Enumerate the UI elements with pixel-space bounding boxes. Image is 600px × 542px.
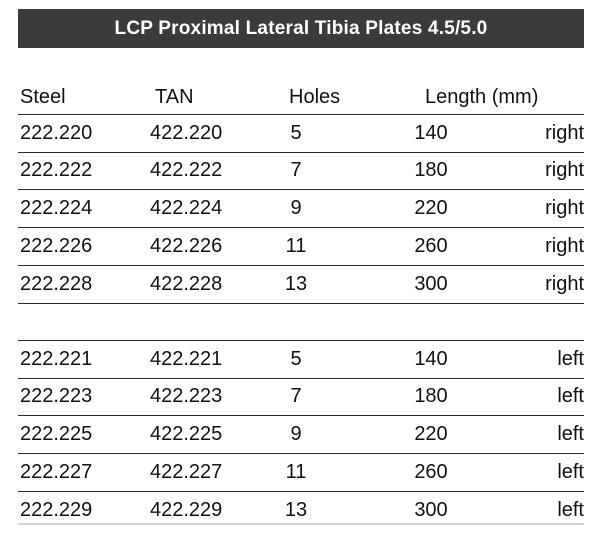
tan-code: 422.225 [150, 423, 223, 445]
tan-code: 422.226 [150, 235, 223, 257]
header-holes: Holes [289, 86, 341, 108]
holes-count: 7 [290, 385, 302, 407]
holes-count: 13 [284, 499, 308, 521]
side-label: right [545, 159, 584, 181]
length-mm: 260 [414, 461, 448, 483]
side-label: left [557, 348, 584, 370]
length-mm: 220 [414, 423, 448, 445]
holes-count: 13 [284, 273, 308, 295]
steel-code: 222.224 [20, 197, 93, 219]
length-mm: 220 [414, 197, 448, 219]
tan-code: 422.224 [150, 197, 223, 219]
header-steel: Steel [20, 86, 66, 108]
holes-count: 9 [290, 423, 302, 445]
table-row [18, 378, 584, 416]
length-mm: 260 [414, 235, 448, 257]
holes-count: 9 [290, 197, 302, 219]
table-row [18, 152, 584, 190]
header-tan: TAN [155, 86, 194, 108]
table-row [18, 190, 584, 228]
length-mm: 180 [414, 159, 448, 181]
tan-code: 422.222 [150, 159, 223, 181]
length-mm: 300 [414, 499, 448, 521]
tan-code: 422.229 [150, 499, 223, 521]
steel-code: 222.223 [20, 385, 93, 407]
holes-count: 7 [290, 159, 302, 181]
length-mm: 140 [414, 122, 448, 144]
steel-code: 222.229 [20, 499, 93, 521]
tan-code: 422.227 [150, 461, 223, 483]
table-title: LCP Proximal Lateral Tibia Plates 4.5/5.0 [18, 9, 584, 48]
steel-code: 222.221 [20, 348, 93, 370]
table-row [18, 228, 584, 266]
side-label: right [545, 235, 584, 257]
side-label: left [557, 461, 584, 483]
table-row [18, 266, 584, 304]
length-mm: 300 [414, 273, 448, 295]
tan-code: 422.220 [150, 122, 223, 144]
bottom-rule [18, 523, 584, 525]
tan-code: 422.223 [150, 385, 223, 407]
side-label: right [545, 273, 584, 295]
side-label: right [545, 122, 584, 144]
holes-count: 5 [290, 348, 302, 370]
steel-code: 222.225 [20, 423, 93, 445]
table-row [18, 340, 584, 379]
steel-code: 222.227 [20, 461, 93, 483]
steel-code: 222.220 [20, 122, 93, 144]
table-row [18, 454, 584, 492]
holes-count: 5 [290, 122, 302, 144]
table-row [18, 416, 584, 454]
side-label: left [557, 423, 584, 445]
table-row [18, 114, 584, 153]
steel-code: 222.222 [20, 159, 93, 181]
holes-count: 11 [285, 235, 307, 257]
side-label: left [557, 499, 584, 521]
length-mm: 180 [414, 385, 448, 407]
steel-code: 222.228 [20, 273, 93, 295]
length-mm: 140 [414, 348, 448, 370]
side-label: left [557, 385, 584, 407]
steel-code: 222.226 [20, 235, 93, 257]
tan-code: 422.228 [150, 273, 223, 295]
tan-code: 422.221 [150, 348, 223, 370]
side-label: right [545, 197, 584, 219]
holes-count: 11 [285, 461, 307, 483]
header-length: Length (mm) [425, 86, 539, 108]
